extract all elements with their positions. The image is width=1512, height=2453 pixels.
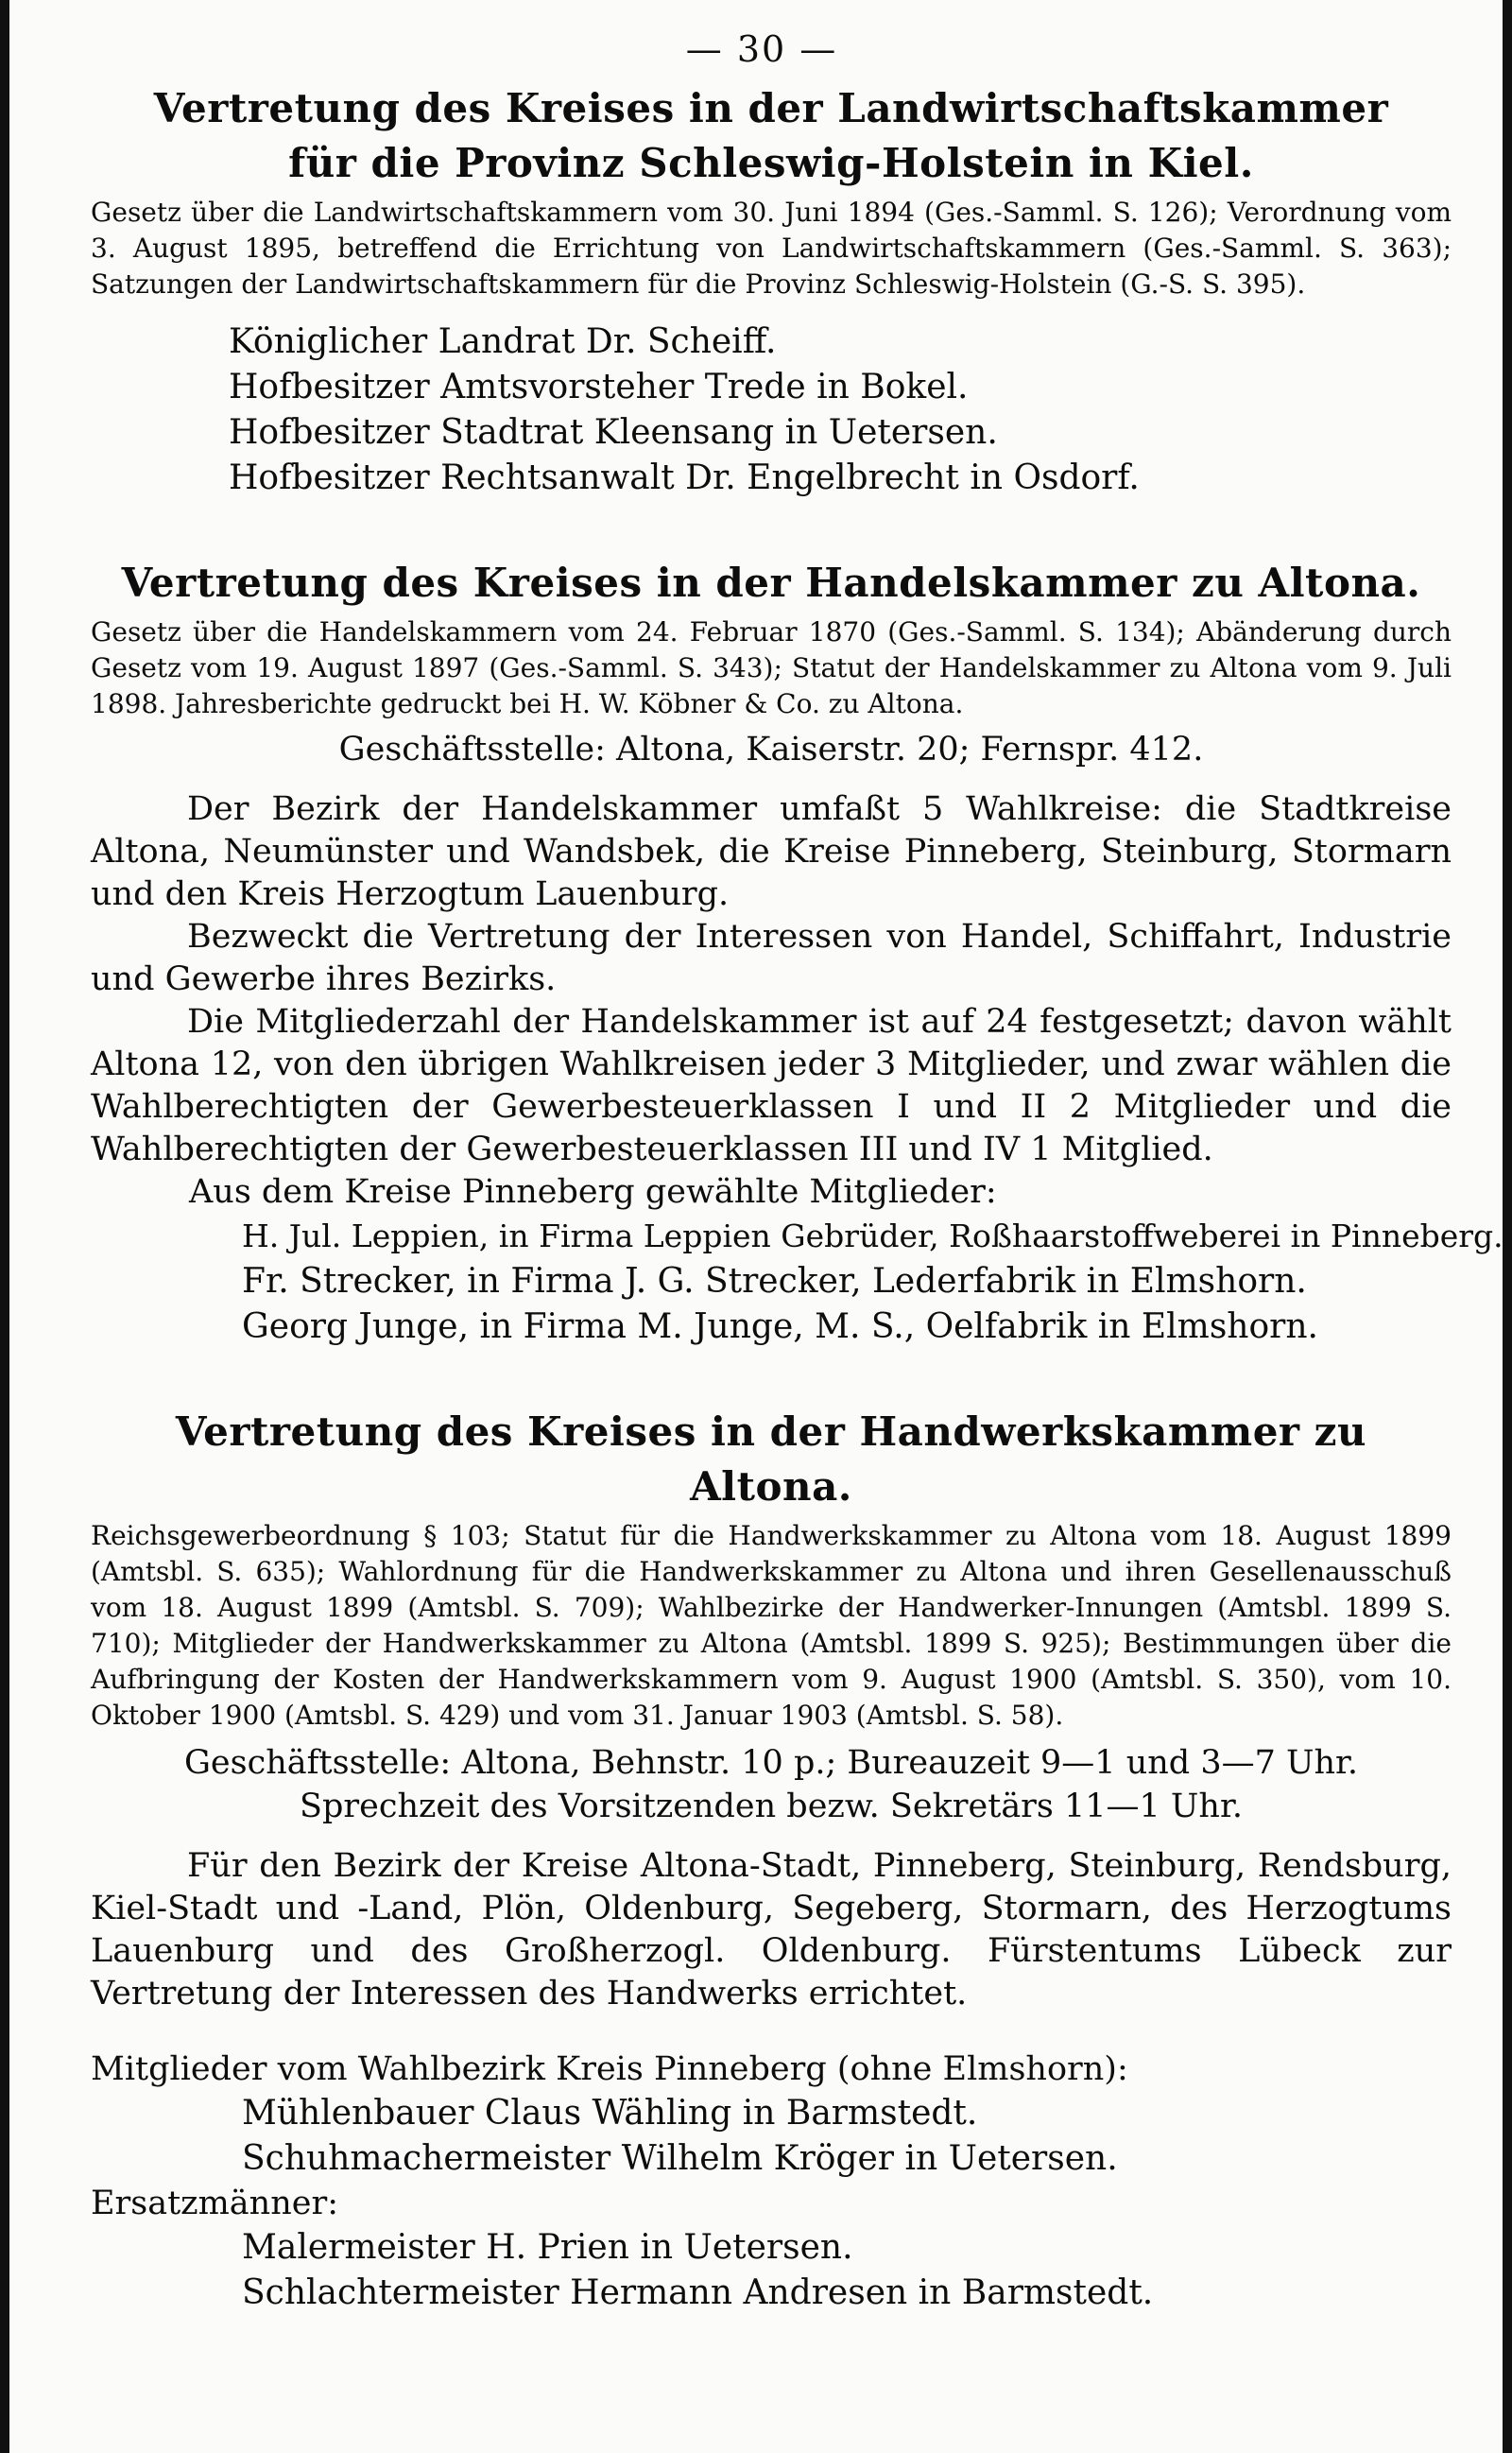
- section-landwirtschaftskammer: [91, 81, 1452, 501]
- section-title: Vertretung des Kreises in der Handelskammer zu Altona.: [121, 560, 1421, 606]
- members-heading: Mitglieder vom Wahlbezirk Kreis Pinneberg (ohne Elmshorn):: [91, 2050, 1128, 2088]
- law-reference: Gesetz über die Landwirtschaftskammern vom 30. Juni 1894 (Ges.-Samml. S. 126); Verordnung vom 3. August 1895, betreffend die Errichtung von Landwirtschaftskammern (Ges.-Samml. S. 363); Satzungen der Landwirtschaftskammern für die Provinz Schleswig-Holstein (G.-S. S. 395).: [91, 197, 1452, 300]
- scan-border-right: [1503, 0, 1512, 2453]
- paragraph: Die Mitgliederzahl der Handelskammer ist auf 24 festgesetzt; davon wählt Altona 12, von den übrigen Wahlkreisen jeder 3 Mitglieder, und zwar wählen die Wahlberechtigten der Gewerbesteuerklassen I und II 2 Mitglieder und die Wahlberechtigten der Gewerbesteuerklassen III und IV 1 Mitglied.: [91, 1003, 1452, 1168]
- member-line: Schuhmachermeister Wilhelm Kröger in Uetersen.: [242, 2139, 1118, 2178]
- paragraph: Für den Bezirk der Kreise Altona-Stadt, Pinneberg, Steinburg, Rendsburg, Kiel-Stadt und -Land, Plön, Oldenburg, Segeberg, Stormarn, des Herzogtums Lauenburg und des Großherzogl. Oldenburg. Fürstentums Lübeck zur Vertretung der Interessen des Handwerks errichtet.: [91, 1847, 1452, 2012]
- member-line: Fr. Strecker, in Firma J. G. Strecker, Lederfabrik in Elmshorn.: [242, 1262, 1307, 1301]
- page-number: — 30 —: [685, 28, 838, 70]
- section-title: Vertretung des Kreises in der Handwerkskammer zu Altona.: [175, 1408, 1367, 1510]
- member-line: Mühlenbauer Claus Wähling in Barmstedt.: [242, 2094, 978, 2133]
- member-line: H. Jul. Leppien, in Firma Leppien Gebrüder, Roßhaarstoffweberei in Pinneberg.: [242, 1218, 1503, 1254]
- member-line: Königlicher Landrat Dr. Scheiff.: [229, 322, 777, 361]
- law-reference: Reichsgewerbeordnung § 103; Statut für die Handwerkskammer zu Altona vom 18. August 1899 (Amtsbl. S. 635); Wahlordnung für die Handwerkskammer zu Altona und ihren Gesellenausschuß vom 18. August 1899 (Amtsbl. S. 709); Wahlbezirke der Handwerker-Innungen (Amtsbl. 1899 S. 710); Mitglieder der Handwerkskammer zu Altona (Amtsbl. 1899 S. 925); Bestimmungen über die Aufbringung der Kosten der Handwerkskammern vom 9. August 1900 (Amtsbl. S. 350), vom 10. Oktober 1900 (Amtsbl. S. 429) und vom 31. Januar 1903 (Amtsbl. S. 58).: [91, 1520, 1452, 1731]
- section-handelskammer: [91, 556, 1503, 1350]
- member-line: Georg Junge, in Firma M. Junge, M. S., Oelfabrik in Elmshorn.: [242, 1307, 1318, 1346]
- paragraph: Der Bezirk der Handelskammer umfaßt 5 Wahlkreise: die Stadtkreise Altona, Neumünster und Wandsbek, die Kreise Pinneberg, Steinburg, Stormarn und den Kreis Herzogtum Lauenburg.: [91, 790, 1452, 913]
- substitute-line: Schlachtermeister Hermann Andresen in Barmstedt.: [242, 2273, 1154, 2312]
- office-address: Geschäftsstelle: Altona, Behnstr. 10 p.; Bureauzeit 9—1 und 3—7 Uhr.: [183, 1744, 1359, 1782]
- scan-border-left: [0, 0, 9, 2453]
- body-text: [91, 1845, 1452, 2015]
- section-title-line2: für die Provinz Schleswig-Holstein in Kiel.: [288, 140, 1254, 186]
- substitute-line: Malermeister H. Prien in Uetersen.: [242, 2228, 853, 2267]
- office-hours: Sprechzeit des Vorsitzenden bezw. Sekretärs 11—1 Uhr.: [300, 1788, 1243, 1825]
- substitutes-heading: Ersatzmänner:: [91, 2185, 338, 2222]
- page-content: [91, 28, 1503, 2316]
- paragraph: Bezweckt die Vertretung der Interessen von Handel, Schiffahrt, Industrie und Gewerbe ihres Bezirks.: [91, 918, 1452, 998]
- member-line: Hofbesitzer Rechtsanwalt Dr. Engelbrecht in Osdorf.: [229, 458, 1140, 497]
- law-reference: Gesetz über die Handelskammern vom 24. Februar 1870 (Ges.-Samml. S. 134); Abänderung durch Gesetz vom 19. August 1897 (Ges.-Samml. S. 343); Statut der Handelskammer zu Altona vom 9. Juli 1898. Jahresberichte gedruckt bei H. W. Köbner & Co. zu Altona.: [91, 616, 1452, 719]
- section-title-line1: Vertretung des Kreises in der Landwirtschaftskammer: [153, 85, 1389, 131]
- section-handwerkskammer: [91, 1405, 1452, 2316]
- paragraph: Aus dem Kreise Pinneberg gewählte Mitglieder:: [189, 1173, 997, 1211]
- member-line: Hofbesitzer Stadtrat Kleensang in Uetersen.: [229, 413, 998, 452]
- body-text: [91, 788, 1452, 1214]
- office-address: Geschäftsstelle: Altona, Kaiserstr. 20; Fernspr. 412.: [338, 731, 1204, 769]
- member-line: Hofbesitzer Amtsvorsteher Trede in Bokel.: [229, 368, 969, 406]
